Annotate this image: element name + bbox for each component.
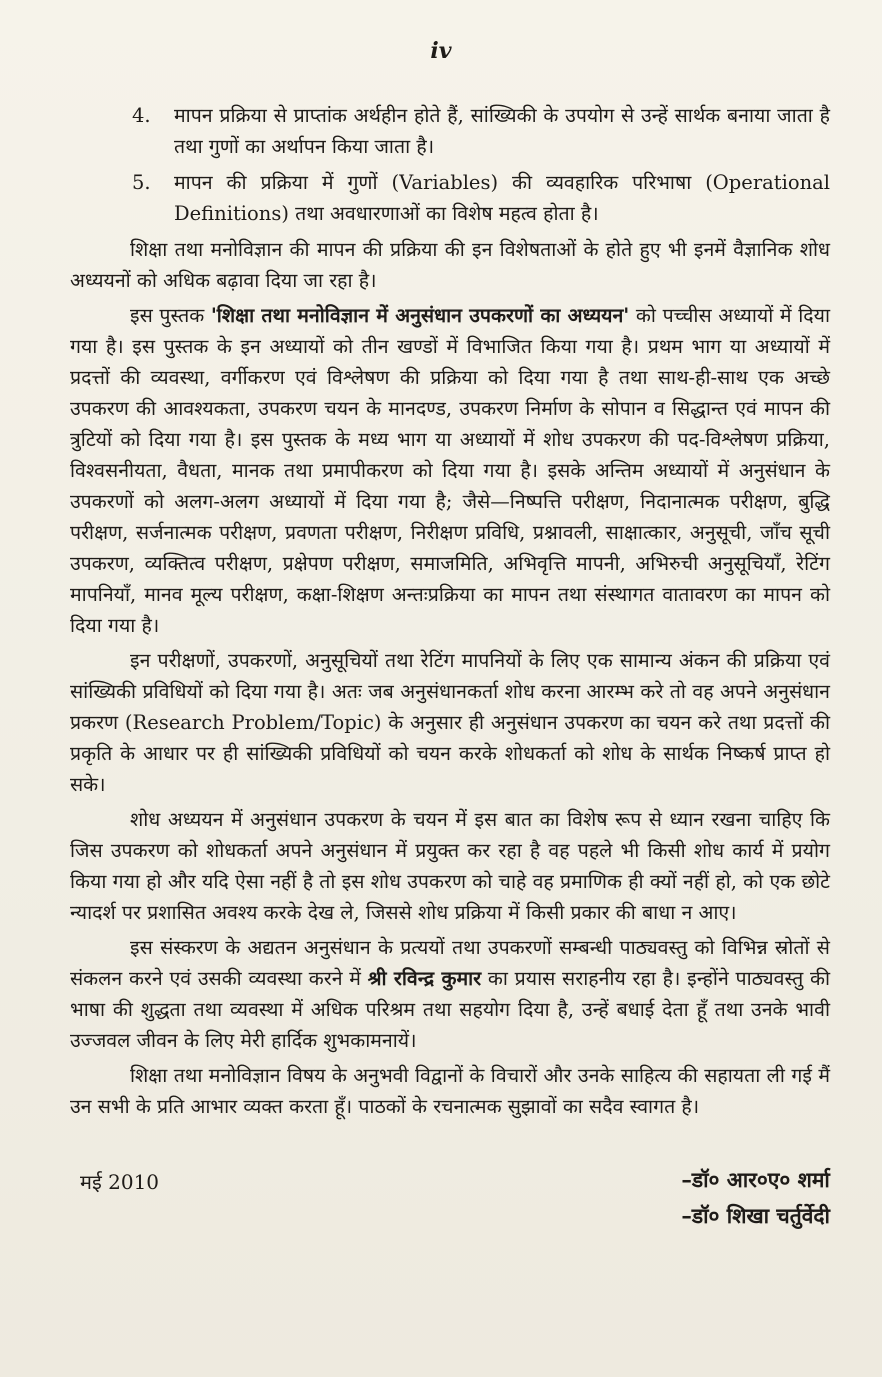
contributor-name: श्री रविन्द्र कुमार bbox=[367, 967, 482, 990]
list-item-number: 4. bbox=[132, 104, 151, 127]
list-item-text: मापन की प्रक्रिया में गुणों (Variables) की व्यवहारिक परिभाषा (Operational Definitions) तथा अवधारणाओं का विशेष महत्व होता है। bbox=[174, 171, 830, 225]
author-name: –डॉ० शिखा चर्तुर्वेदी bbox=[681, 1203, 830, 1228]
paragraph-text: इस पुस्तक bbox=[130, 304, 211, 327]
paragraph: शिक्षा तथा मनोविज्ञान विषय के अनुभवी विद्वानों के विचारों और उनके साहित्य की सहायता ली गई मैं उन सभी के प्रति आभार व्यक्त करता हूँ। पाठकों के रचनात्मक सुझावों का सदैव स्वागत है। bbox=[70, 1064, 830, 1118]
author-signatures bbox=[681, 1162, 830, 1234]
date: मई 2010 bbox=[80, 1170, 160, 1194]
paragraph: शोध अध्ययन में अनुसंधान उपकरण के चयन में इस बात का विशेष रूप से ध्यान रखना चाहिए कि जिस उपकरण को शोधकर्ता अपने अनुसंधान में प्रयुक्त कर रहा है वह पहले भी किसी शोध कार्य में प्रयोग किया गया हो और यदि ऐसा नहीं है तो इस शोध उपकरण को चाहे वह प्रमाणिक ही क्यों नहीं हो, को एक छोटे न्यादर्श पर प्रशासित अवश्य करके देख ले, जिससे शोध प्रक्रिया में किसी प्रकार की बाधा न आए। bbox=[70, 808, 830, 924]
list-item-number: 5. bbox=[132, 171, 151, 194]
paragraph-text: को पच्चीस अध्यायों में दिया गया है। इस पुस्तक के इन अध्यायों को तीन खण्डों में विभाजित किया गया है। प्रथम भाग या अध्यायों में प्रदत्तों की व्यवस्था, वर्गीकरण एवं विश्लेषण की प्रक्रिया को दिया गया है तथा साथ-ही-साथ एक अच्छे उपकरण की आवश्यकता, उपकरण चयन के मानदण्ड, उपकरण निर्माण के सोपान व सिद्धान्त एवं मापन की त्रुटियों को दिया गया है। इस पुस्तक के मध्य भाग या अध्यायों में शोध उपकरण की पद-विश्लेषण प्रक्रिया, विश्वसनीयता, वैधता, मानक तथा प्रमापीकरण को दिया गया है। इसके अन्तिम अध्यायों में अनुसंधान के उपकरणों को अलग-अलग अध्यायों में दिया गया है; जैसे—निष्पत्ति परीक्षण, निदानात्मक परीक्षण, बुद्धि परीक्षण, सर्जनात्मक परीक्षण, प्रवणता परीक्षण, निरीक्षण प्रविधि, प्रश्नावली, साक्षात्कार, अनुसूची, जाँच सूची उपकरण, व्यक्तित्व परीक्षण, प्रक्षेपण परीक्षण, समाजमिति, अभिवृत्ति मापनी, अभिरुची अनुसूचियाँ, रेटिंग मापनियाँ, मानव मूल्य परीक्षण, कक्षा-शिक्षण अन्तःप्रक्रिया का मापन तथा संस्थागत वातावरण का मापन को दिया गया है। bbox=[70, 304, 830, 637]
page-number: iv bbox=[430, 38, 452, 64]
paragraph: शिक्षा तथा मनोविज्ञान की मापन की प्रक्रिया की इन विशेषताओं के होते हुए भी इनमें वैज्ञानिक शोध अध्ययनों को अधिक बढ़ावा दिया जा रहा है। bbox=[70, 238, 830, 292]
preface-body bbox=[70, 100, 830, 1126]
paragraph-text: इस संस्करण के अद्यतन अनुसंधान के प्रत्ययों तथा उपकरणों सम्बन्धी पाठ्यवस्तु को विभिन्न स्रोतों से संकलन करने एवं उसकी व्यवस्था करने में bbox=[70, 936, 830, 990]
list-item bbox=[70, 100, 830, 162]
list-item-text: मापन प्रक्रिया से प्राप्तांक अर्थहीन होते हैं, सांख्यिकी के उपयोग से उन्हें सार्थक बनाया जाता है तथा गुणों का अर्थापन किया जाता है। bbox=[174, 104, 830, 158]
book-title: 'शिक्षा तथा मनोविज्ञान में अनुसंधान उपकरणों का अध्ययन' bbox=[210, 304, 630, 327]
paragraph: इन परीक्षणों, उपकरणों, अनुसूचियों तथा रेटिंग मापनियों के लिए एक सामान्य अंकन की प्रक्रिया एवं सांख्यिकी प्रविधियों को दिया गया है। अतः जब अनुसंधानकर्ता शोध करना आरम्भ करे तो वह अपने अनुसंधान प्रकरण (Research Problem/Topic) के अनुसार ही अनुसंधान उपकरण का चयन करे तथा प्रदत्तों की प्रकृति के आधार पर ही सांख्यिकी प्रविधियों को चयन करके शोधकर्ता को शोध के सार्थक निष्कर्ष प्राप्त हो सके। bbox=[70, 649, 830, 796]
author-name: –डॉ० आर०ए० शर्मा bbox=[681, 1167, 830, 1192]
signoff bbox=[70, 1162, 830, 1262]
list-item bbox=[70, 167, 830, 229]
paragraph-text: का प्रयास सराहनीय रहा है। इन्होंने पाठ्यवस्तु की भाषा की शुद्धता तथा व्यवस्था में अधिक परिश्रम तथा सहयोग दिया है, उन्हें बधाई देता हूँ तथा उनके भावी उज्जवल जीवन के लिए मेरी हार्दिक शुभकामनायें। bbox=[70, 967, 830, 1052]
paragraph bbox=[70, 300, 830, 641]
paragraph bbox=[70, 932, 830, 1056]
